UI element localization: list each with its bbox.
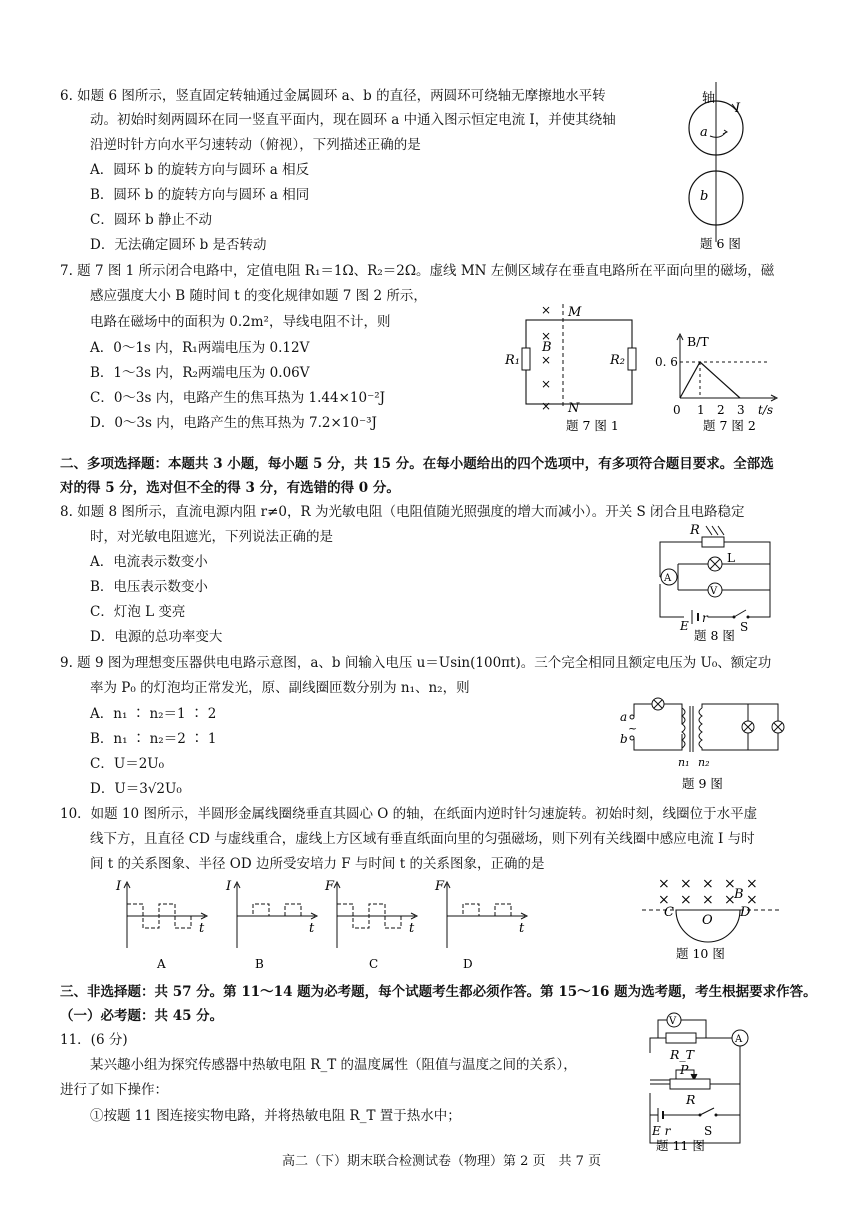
q10-graph-d-label: D [463,957,473,971]
svg-text:×: × [680,876,692,892]
svg-text:×: × [724,892,736,908]
page-footer: 高二（下）期末联合检测试卷（物理）第 2 页 共 7 页 [282,1154,602,1169]
q8-option-b: B．电压表示数变小 [90,579,208,595]
q10-graph-c-xlabel: t [409,921,415,936]
q7-n-label: N [568,401,580,416]
q9-caption: 题 9 图 [682,776,723,791]
q6-axis-label: 轴 [702,91,716,106]
q7-b-curve [680,362,740,398]
q10-caption: 题 10 图 [676,946,725,961]
section-2-heading-line-1: 二、多项选择题：本题共 3 小题，每小题 5 分，共 15 分。在每小题给出的四个选项中，有多项符合题目要求。全部选 [60,456,774,472]
q11-line-1: 11．(6 分) [60,1032,128,1048]
svg-text:×: × [658,892,670,908]
q11-er-label: E r [652,1124,671,1138]
q7-t3-label: 3 [737,403,745,417]
q8-option-d: D．电源的总功率变大 [90,629,223,645]
q10-figure [640,868,790,963]
q8-photoresistor [702,537,724,547]
q10-graph-a-xlabel: t [199,921,205,936]
q7-origin-label: 0 [673,403,681,417]
q6-option-d: D．无法确定圆环 b 是否转动 [90,237,267,253]
q11-v-label: V [669,1016,677,1027]
q7-fig1-caption: 题 7 图 1 [566,418,619,433]
q7-option-d: D．0～3s 内，电路产生的焦耳热为 7.2×10⁻³J [90,415,377,431]
q6-current-label: I [735,101,741,116]
svg-text:×: × [702,876,714,892]
q8-option-c: C．灯泡 L 变亮 [90,604,186,620]
q8-s-label: S [740,620,749,634]
q7-ylabel: B/T [687,334,709,349]
q11-p-label: P [680,1062,689,1077]
q9-ac-symbol: ~ [628,722,638,735]
q9-option-b: B．n₁ ∶ n₂＝2 ∶ 1 [90,731,217,747]
q7-line-1: 7. 题 7 图 1 所示闭合电路中，定值电阻 R₁＝1Ω、R₂＝2Ω。虚线 MN 左侧区域存在垂直电路所在平面向里的磁场，磁 [60,263,775,279]
q6-option-c: C．圆环 b 静止不动 [90,212,213,228]
q9-a-label: a [620,710,628,724]
q10-d-label: D [740,905,751,920]
q8-caption: 题 8 图 [694,628,735,643]
q8-e-label: E [680,619,689,633]
q9-secondary-circuit [702,704,778,750]
q7-b-label: B [542,340,552,355]
q7-line-3: 电路在磁场中的面积为 0.2m²，导线电阻不计，则 [90,314,391,330]
q10-graph-a-ylabel: I [116,879,122,894]
q10-c-label: C [664,905,674,920]
q8-r-internal-label: r [702,611,708,625]
q7-field-mark: × [541,303,552,317]
q9-n1-label: n₁ [678,756,690,769]
q9-line-2: 率为 P₀ 的灯泡均正常发光，原、副线圈匝数分别为 n₁、n₂，则 [90,680,470,696]
q6-rotation-arrow [710,132,726,137]
q10-graph-d-xlabel: t [519,921,525,936]
svg-text:×: × [702,892,714,908]
q6-ring-a-label: a [700,125,708,140]
q6-line-2: 动。初始时刻两圆环在同一竖直平面内，现在圆环 a 中通入图示恒定电流 I，并使其绕轴 [90,112,616,128]
q10-graph-b-curve [237,904,301,916]
q7-option-c: C．0～3s 内，电路产生的焦耳热为 1.44×10⁻²J [90,390,386,406]
q10-b-label: B [734,887,744,902]
q6-figure [680,82,800,252]
section-3-heading-line-2: （一）必考题：共 45 分。 [60,1008,224,1024]
q10-line-2: 线下方，且直径 CD 与虚线重合，虚线上方区域有垂直纸面向里的匀强磁场，则下列有关线圈中感应电流 I 与时 [90,831,755,847]
q10-graph-b [223,878,323,973]
q11-line-2: 某兴趣小组为探究传感器中热敏电阻 R_T 的温度属性（阻值与温度之间的关系）， [90,1057,577,1073]
q10-graph-c-ylabel: F [325,879,335,894]
q8-light-arrows [706,526,724,535]
svg-text:×: × [746,876,758,892]
q10-graph-c [323,878,423,973]
svg-text:×: × [680,892,692,908]
q9-option-c: C．U＝2U₀ [90,756,165,772]
q7-field-mark: × [541,399,552,413]
q11-thermistor [666,1033,696,1043]
q10-graph-d-curve [447,904,511,916]
q7-r1-label: R₁ [505,353,520,368]
q9-b-label: b [620,732,628,746]
q7-xlabel: t/s [758,403,774,417]
q6-option-b: B．圆环 b 的旋转方向与圆环 a 相同 [90,187,310,203]
q8-line-1: 8. 如题 8 图所示，直流电源内阻 r≠0，R 为光敏电阻（电阻值随光照强度的增大而减小）。开关 S 闭合且电路稳定 [60,504,745,520]
q7-field-mark: × [541,329,552,343]
q11-line-3: 进行了如下操作： [60,1082,168,1098]
q9-primary-bottom [634,734,682,750]
q10-graph-d-ylabel: F [435,879,445,894]
q10-graph-b-ylabel: I [226,879,232,894]
q7-t2-label: 2 [717,403,725,417]
q8-figure [650,522,780,647]
q10-o-label: O [702,913,713,928]
q7-option-a: A．0～1s 内，R₁两端电压为 0.12V [90,340,310,356]
q11-switch [700,1108,714,1115]
q11-r-label: R [686,1092,696,1107]
q8-v-label: V [710,586,718,597]
q11-rt-label: R_T [670,1047,694,1062]
q6-ring-b-label: b [700,189,709,204]
q10-graph-b-label: B [255,957,264,971]
q6-line-3: 沿逆时针方向水平匀速转动（俯视），下列描述正确的是 [90,137,421,153]
q6-option-a: A．圆环 b 的旋转方向与圆环 a 相反 [90,162,310,178]
q7-y06-label: 0. 6 [655,355,678,369]
q8-r-label: R [690,523,700,538]
q7-resistor-r1 [522,348,530,370]
q11-caption: 题 11 图 [656,1138,705,1153]
q8-l-label: L [727,551,735,565]
q10-graph-a-label: A [157,957,166,971]
q8-option-a: A．电流表示数变小 [90,554,208,570]
q10-line-1: 10．如题 10 图所示，半圆形金属线圈绕垂直其圆心 O 的轴，在纸面内逆时针匀速旋转。初始时刻，线圈位于水平虚 [60,806,758,822]
q7-field-mark: × [541,377,552,391]
svg-text:×: × [658,876,670,892]
q9-option-a: A．n₁ ∶ n₂＝1 ∶ 2 [90,706,217,722]
q9-secondary-coil [699,708,702,748]
q9-n2-label: n₂ [698,756,710,769]
q7-figure-1 [500,298,640,433]
q7-r2-label: R₂ [610,353,625,368]
svg-text:×: × [746,892,758,908]
q7-fig2-caption: 题 7 图 2 [703,418,756,433]
q7-resistor-r2 [628,348,636,370]
svg-text:×: × [724,876,736,892]
q9-option-d: D．U＝3√2U₀ [90,781,182,797]
section-2-heading-line-2: 对的得 5 分，选对但不全的得 3 分，有选错的得 0 分。 [60,480,400,496]
q10-graph-d [433,878,533,973]
q7-field-mark: × [541,353,552,367]
q11-a-label: A [735,1034,743,1045]
q9-line-1: 9. 题 9 图为理想变压器供电电路示意图，a、b 间输入电压 u＝Usin(100πt)。三个完全相同且额定电压为 U₀、额定功 [60,655,772,671]
q6-caption: 题 6 图 [700,236,741,251]
q10-line-3: 间 t 的关系图象、半径 OD 边所受安培力 F 与时间 t 的关系图象，正确的是 [90,856,545,872]
q11-rheostat [670,1079,710,1089]
q7-figure-2 [655,298,795,433]
q9-figure [618,694,803,794]
q7-option-b: B．1～3s 内，R₂两端电压为 0.06V [90,365,310,381]
q6-line-1: 6. 如题 6 图所示，竖直固定转轴通过金属圆环 a、b 的直径，两圆环可绕轴无摩擦地水平转 [60,88,606,104]
q7-m-label: M [568,305,582,320]
section-3-heading-line-1: 三、非选择题：共 57 分。第 11～14 题为必考题，每个试题考生都必须作答。第 15～16 题为选考题，考生根据要求作答。 [60,984,817,1000]
q7-line-2: 感应强度大小 B 随时间 t 的变化规律如题 7 图 2 所示， [90,288,427,304]
q7-t1-label: 1 [697,403,705,417]
q8-a-label: A [664,573,672,584]
q11-figure [630,1008,780,1158]
q10-graph-a [113,878,213,973]
q11-s-label: S [704,1124,713,1138]
q10-graph-c-label: C [369,957,379,971]
q10-graph-b-xlabel: t [309,921,315,936]
q8-line-2: 时，对光敏电阻遮光，下列说法正确的是 [90,529,333,545]
q11-line-4: ①按题 11 图连接实物电路，并将热敏电阻 R_T 置于热水中； [90,1108,461,1124]
